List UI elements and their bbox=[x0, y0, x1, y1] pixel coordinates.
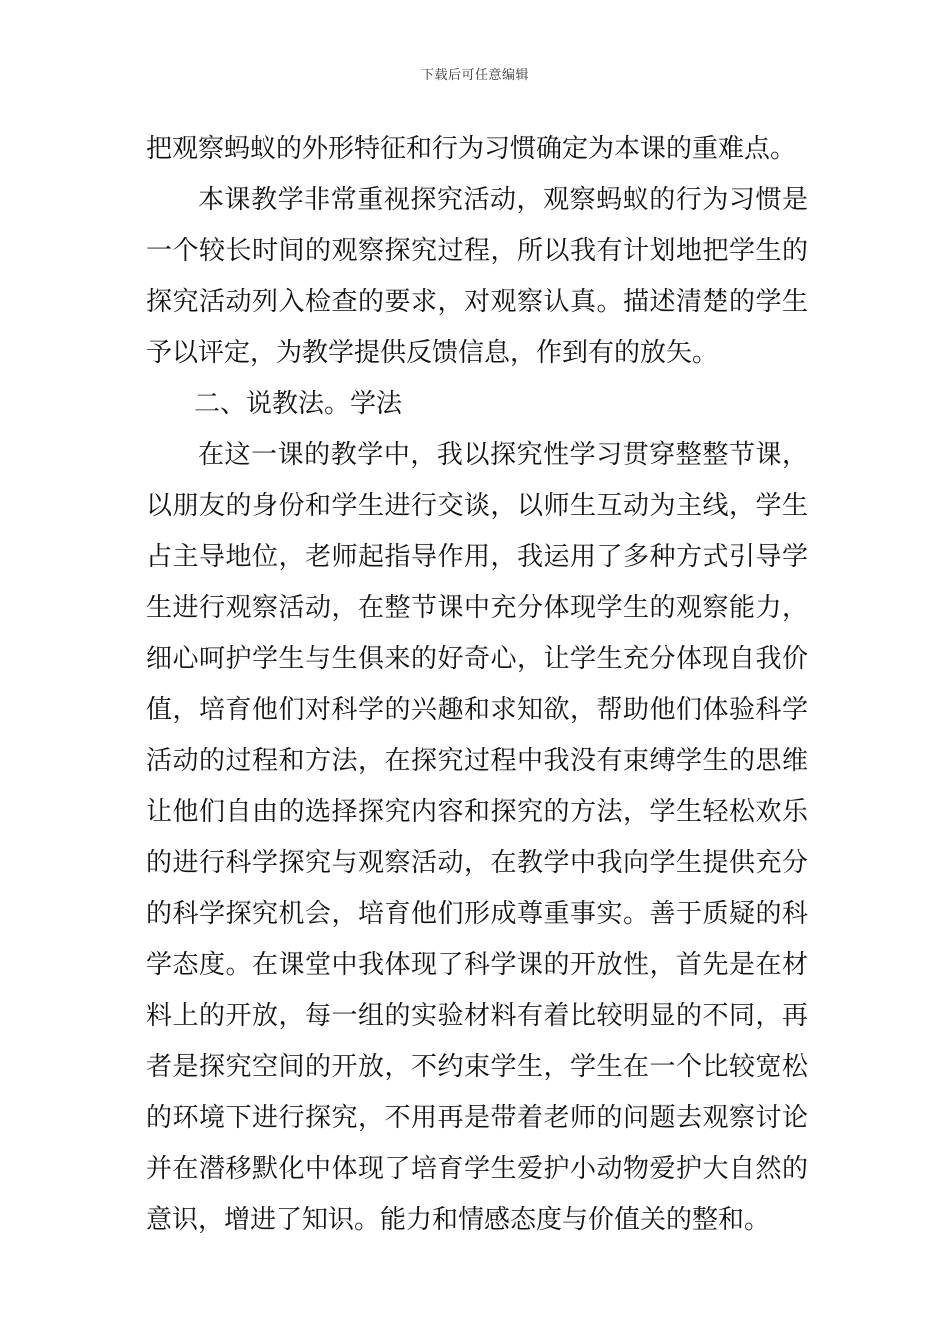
paragraph-line: 值，培育他们对科学的兴趣和求知欲，帮助他们体验科学 bbox=[146, 695, 808, 725]
paragraph-line: 意识，增进了知识。能力和情感态度与价值关的整和。 bbox=[146, 1205, 771, 1235]
paragraph-line: 占主导地位，老师起指导作用，我运用了多种方式引导学 bbox=[146, 542, 808, 572]
paragraph-line: 生进行观察活动，在整节课中充分体现学生的观察能力， bbox=[146, 593, 808, 623]
paragraph-line: 在这一课的教学中，我以探究性学习贯穿整整节课， bbox=[198, 440, 808, 470]
paragraph-line: 探究活动列入检查的要求，对观察认真。描述清楚的学生 bbox=[146, 287, 808, 317]
paragraph-line: 以朋友的身份和学生进行交谈，以师生互动为主线，学生 bbox=[146, 491, 808, 521]
paragraph-line: 让他们自由的选择探究内容和探究的方法，学生轻松欢乐 bbox=[146, 797, 808, 827]
page-header: 下载后可任意编辑 bbox=[420, 68, 529, 83]
paragraph-line: 细心呵护学生与生俱来的好奇心，让学生充分体现自我价 bbox=[146, 644, 808, 674]
section-heading: 二、说教法。学法 bbox=[194, 389, 403, 419]
document-body bbox=[146, 124, 808, 1246]
paragraph-line: 的进行科学探究与观察活动，在教学中我向学生提供充分 bbox=[146, 848, 808, 878]
paragraph-line: 的科学探究机会，培育他们形成尊重事实。善于质疑的科 bbox=[146, 899, 808, 929]
paragraph-line: 料上的开放，每一组的实验材料有着比较明显的不同，再 bbox=[146, 1001, 808, 1031]
paragraph-line: 一个较长时间的观察探究过程，所以我有计划地把学生的 bbox=[146, 236, 808, 266]
paragraph-line: 把观察蚂蚁的外形特征和行为习惯确定为本课的重难点。 bbox=[146, 134, 797, 164]
paragraph-line: 活动的过程和方法，在探究过程中我没有束缚学生的思维 bbox=[146, 746, 808, 776]
paragraph-line: 者是探究空间的开放，不约束学生，学生在一个比较宽松 bbox=[146, 1052, 808, 1082]
paragraph-line: 学态度。在课堂中我体现了科学课的开放性，首先是在材 bbox=[146, 950, 808, 980]
paragraph-line: 并在潜移默化中体现了培育学生爱护小动物爱护大自然的 bbox=[146, 1154, 808, 1184]
paragraph-line: 的环境下进行探究，不用再是带着老师的问题去观察讨论 bbox=[146, 1103, 808, 1133]
paragraph-line: 予以评定，为教学提供反馈信息，作到有的放矢。 bbox=[146, 338, 719, 368]
paragraph-line: 本课教学非常重视探究活动，观察蚂蚁的行为习惯是 bbox=[198, 185, 808, 215]
